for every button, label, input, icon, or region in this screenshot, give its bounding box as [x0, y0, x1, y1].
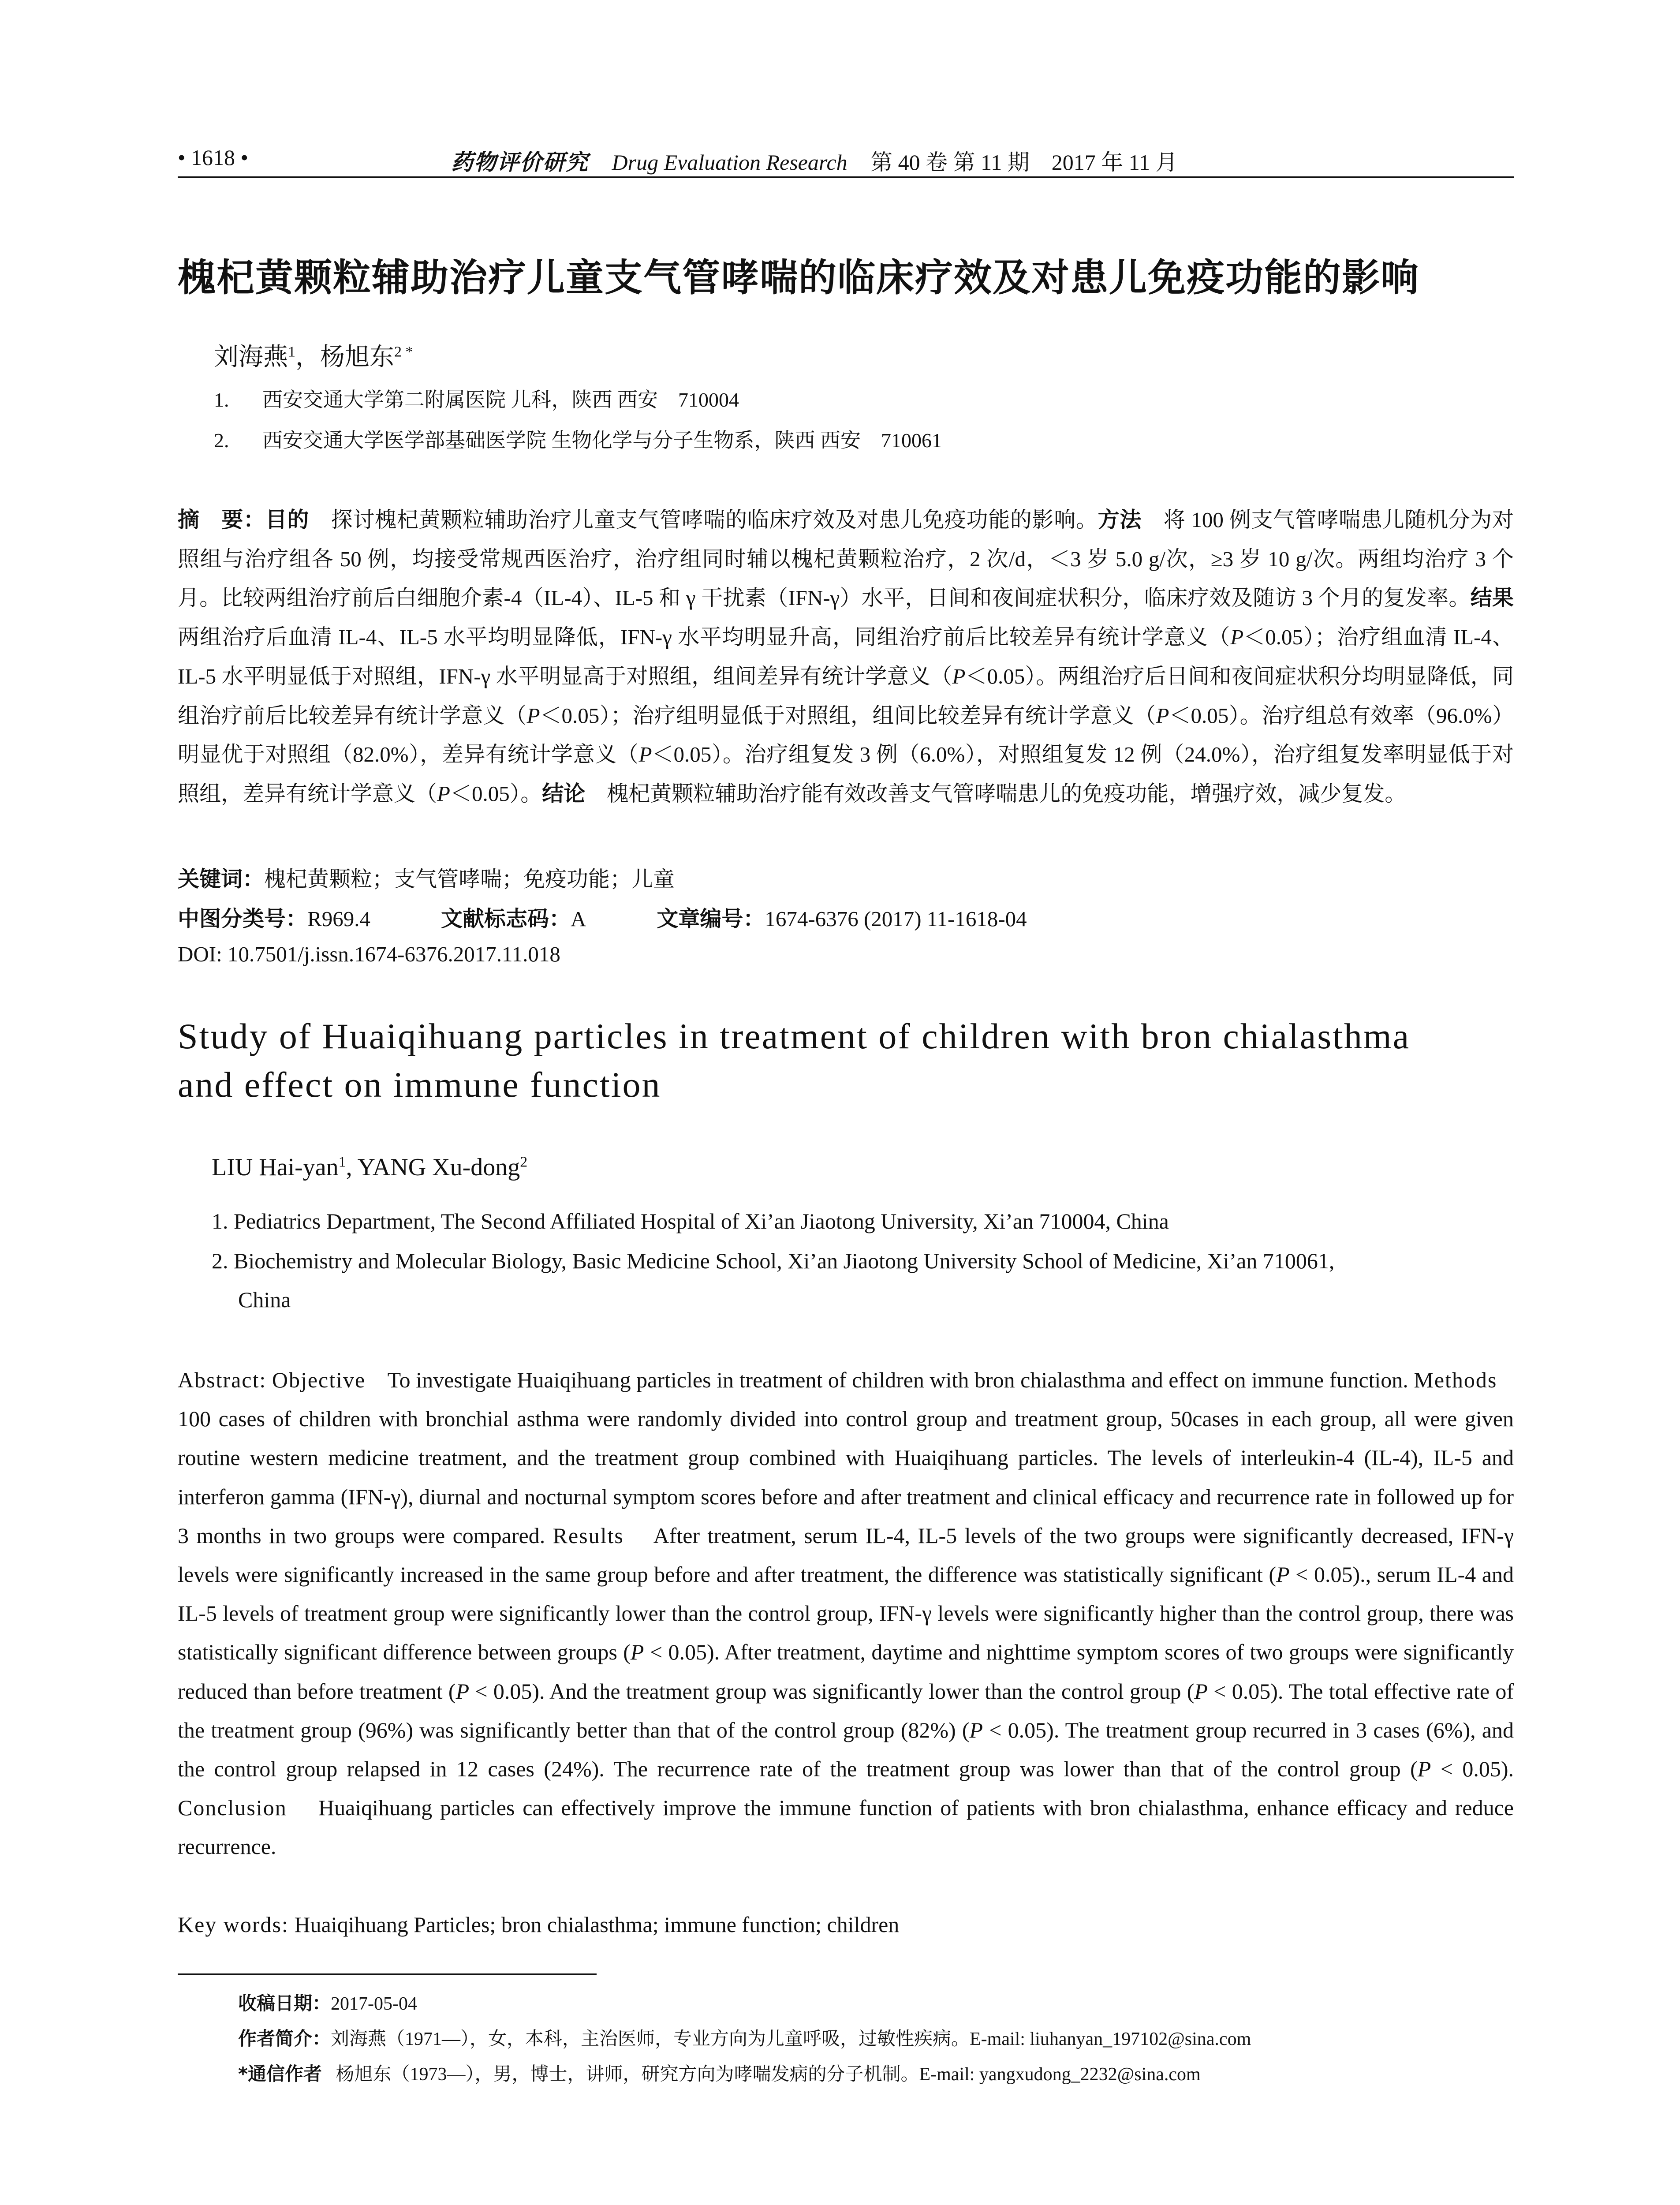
- p-symbol: P: [1276, 1562, 1290, 1587]
- methods-cn: 将 100 例支气管哮喘患儿随机分为对照组与治疗组各 50 例，均接受常规西医治疗，治疗组同时辅以槐杞黄颗粒治疗，2 次/d，＜3 岁 5.0 g/次，≥3 岁 10 g/次。两组均治疗 3 个月。比较两组治疗前后白细胞介素-4（IL-4）、IL-5 和 γ 干扰素（IFN-γ）水平，日间和夜间症状积分，临床疗效及随访 3 个月的复发率。: [178, 508, 1514, 610]
- affiliation-en-2-text: 2. Biochemistry and Molecular Biology, Basic Medicine School, Xi’an Jiaotong University School of Medicine, Xi’an 710061,: [212, 1248, 1335, 1273]
- p-symbol: P: [952, 664, 966, 688]
- keywords-en: [178, 1912, 899, 1937]
- author-sep-cn: ，: [295, 344, 320, 371]
- abstract-en-label: Abstract:: [178, 1368, 267, 1392]
- footnote-rule: [178, 1973, 597, 1975]
- methods-label-en: Methods: [1414, 1368, 1497, 1392]
- results-cn-2: ＜0.05）；治疗组血清 IL-4、IL-5 水平明显低于对照组，IFN-γ 水平明显高于对照组，组间差异有统计学意义（: [178, 625, 1514, 688]
- p-symbol: P: [1194, 1678, 1208, 1704]
- author-bio: 刘海燕（1971—），女，本科，主治医师，专业方向为儿童呼吸，过敏性疾病。E-mail: liuhanyan_197102@sina.com: [331, 2029, 1251, 2049]
- keywords-cn-label: 关键词：: [178, 867, 265, 892]
- p-symbol: P: [526, 703, 540, 728]
- affiliation-cn-2-num: 2.: [214, 429, 229, 452]
- journal-logo-cn: 药物评价研究: [451, 149, 589, 175]
- objective-cn: 探讨槐杞黄颗粒辅助治疗儿童支气管哮喘的临床疗效及对患儿免疫功能的影响。: [331, 508, 1098, 532]
- page-number: • 1618 •: [178, 145, 249, 170]
- p-symbol: P: [1156, 703, 1169, 728]
- article-number-label: 文章编号：: [657, 906, 765, 931]
- footnote-corresponding: [238, 2059, 1201, 2086]
- classification-line: [178, 902, 1027, 933]
- results-cn-5: ＜0.05）。治疗组总有效率（96.0%）明显优于对照组（82.0%），差异有统计学意义（: [178, 703, 1514, 767]
- author-bio-label: 作者简介：: [238, 2028, 331, 2049]
- results-cn-7: ＜0.05）。: [450, 781, 542, 806]
- results-cn-6: ＜0.05）。治疗组复发 3 例（6.0%），对照组复发 12 例（24.0%），治疗组复发率明显低于对照组，差异有统计学意义（: [178, 742, 1514, 806]
- authors-en: [212, 1153, 527, 1181]
- abstract-en: [178, 1360, 1514, 1866]
- affiliation-en-2: [212, 1241, 1517, 1319]
- author-1-cn: 刘海燕: [214, 344, 288, 371]
- keywords-cn-text: 槐杞黄颗粒；支气管哮喘；免疫功能；儿童: [264, 867, 675, 891]
- header-rule: [178, 176, 1514, 178]
- p-symbol: P: [437, 781, 450, 806]
- conclusion-en: Huaiqihuang particles can effectively improve the immune function of patients with bron chialasthma, enhance efficacy and reduce recurrence.: [178, 1795, 1514, 1859]
- clc-label: 中图分类号：: [178, 906, 308, 931]
- objective-label-cn: 目的: [265, 507, 310, 532]
- results-en-4: < 0.05). And the treatment group was significantly lower than the control group (: [469, 1678, 1195, 1704]
- abstract-cn: [178, 501, 1514, 814]
- affiliation-cn-1-num: 1.: [214, 389, 229, 411]
- results-en-3: < 0.05). After treatment, daytime and nighttime symptom scores of two groups were significantly reduced than before treatment (: [178, 1640, 1514, 1704]
- journal-info: [451, 145, 1177, 176]
- keywords-en-label: Key words:: [178, 1912, 289, 1937]
- abstract-cn-label: 摘 要：: [178, 507, 265, 532]
- author-2-cn: 杨旭东: [320, 344, 394, 371]
- doc-code-value: A: [570, 907, 586, 931]
- conclusion-label-en: Conclusion: [178, 1795, 287, 1820]
- objective-label-en: Objective: [272, 1368, 366, 1392]
- p-symbol: P: [969, 1717, 983, 1742]
- p-symbol: P: [630, 1640, 644, 1665]
- keywords-cn: [178, 862, 675, 893]
- corresponding-bio: 杨旭东（1973—），男，博士，讲师，研究方向为哮喘发病的分子机制。E-mail: yangxudong_2232@sina.com: [336, 2064, 1201, 2085]
- title-cn: 槐杞黄颗粒辅助治疗儿童支气管哮喘的临床疗效及对患儿免疫功能的影响: [178, 256, 1419, 300]
- title-en: [178, 1012, 1523, 1109]
- author-1-en: LIU Hai-yan: [212, 1154, 339, 1181]
- affiliation-en-1-text: 1. Pediatrics Department, The Second Affiliated Hospital of Xi’an Jiaotong University, Xi’an 710004, China: [212, 1209, 1169, 1233]
- results-label-cn: 结果: [1470, 585, 1514, 611]
- author-sep-en: ,: [346, 1154, 358, 1181]
- results-en-1: After treatment, serum IL-4, IL-5 levels of the two groups were significantly decreased, IFN-γ levels were significantly increased in the same group before and after treatment, the difference was statistically significant (: [178, 1523, 1514, 1587]
- title-en-line-2: and effect on immune function: [178, 1065, 661, 1105]
- received-label: 收稿日期：: [238, 1992, 331, 2014]
- objective-en: To investigate Huaiqihuang particles in treatment of children with bron chialasthma and effect on immune function.: [387, 1368, 1408, 1392]
- results-en-5: < 0.05). The total effective rate of the treatment group (96%) was significantly better than that of the control group (82%) (: [178, 1678, 1514, 1742]
- footnote-author: [238, 2024, 1251, 2051]
- footnote-received: [238, 1989, 417, 2015]
- clc-value: R969.4: [307, 907, 370, 931]
- conclusion-cn: 槐杞黄颗粒辅助治疗能有效改善支气管哮喘患儿的免疫功能，增强疗效，减少复发。: [607, 781, 1407, 806]
- running-header: [178, 140, 1514, 176]
- title-en-line-1: Study of Huaiqihuang particles in treatment of children with bron chialasthma: [178, 1016, 1411, 1056]
- authors-cn: [214, 337, 413, 373]
- author-2-cn-sup: 2 *: [394, 344, 413, 360]
- received-date: 2017-05-04: [331, 1994, 417, 2014]
- p-symbol: P: [1417, 1757, 1431, 1782]
- affiliation-cn-1-text: 西安交通大学第二附属医院 儿科，陕西 西安 710004: [262, 389, 739, 411]
- volume-issue: 第 40 卷 第 11 期 2017 年 11 月: [870, 150, 1178, 175]
- article-number-value: 1674-6376 (2017) 11-1618-04: [765, 907, 1027, 931]
- author-1-cn-sup: 1: [288, 344, 295, 360]
- results-en-2: < 0.05)., serum IL-4 and IL-5 levels of treatment group were significantly lower than the control group, IFN-γ levels were significantly higher than the control group, there was statistically significant difference between groups (: [178, 1562, 1514, 1665]
- results-cn-4: ＜0.05）；治疗组明显低于对照组，组间比较差异有统计学意义（: [540, 703, 1156, 728]
- results-cn-3: ＜0.05）。两组治疗后日间和夜间症状积分均明显降低，同组治疗前后比较差异有统计学意义（: [178, 664, 1514, 728]
- p-symbol: P: [455, 1678, 470, 1704]
- doc-code-label: 文献标志码：: [441, 906, 571, 931]
- results-en-7: < 0.05).: [1431, 1757, 1514, 1782]
- affiliation-cn-2-text: 西安交通大学医学部基础医学院 生物化学与分子生物系，陕西 西安 710061: [262, 429, 942, 452]
- author-2-en: YANG Xu-dong: [357, 1154, 520, 1181]
- affiliation-cn-2: [214, 424, 942, 453]
- journal-name-en: Drug Evaluation Research: [612, 150, 847, 175]
- conclusion-label-cn: 结论: [542, 781, 586, 806]
- affiliation-en-1: [212, 1202, 1517, 1241]
- affiliation-en-2-country: China: [238, 1287, 291, 1312]
- p-symbol: P: [638, 742, 652, 767]
- results-en-6: < 0.05). The treatment group recurred in 3 cases (6%), and the control group relapsed in 12 cases (24%). The recurrence rate of the treatment group was lower than that of the control group (: [178, 1717, 1514, 1782]
- affiliation-cn-1: [214, 384, 739, 413]
- corresponding-label: *通信作者: [238, 2063, 322, 2085]
- author-2-en-sup: 2: [520, 1154, 528, 1170]
- results-label-en: Results: [553, 1523, 624, 1548]
- keywords-en-text: Huaiqihuang Particles; bron chialasthma; immune function; children: [294, 1912, 900, 1937]
- author-1-en-sup: 1: [338, 1154, 346, 1170]
- methods-en: 100 cases of children with bronchial asthma were randomly divided into control group and treatment group, 50cases in each group, all were given routine western medicine treatment, and the treatment group combined with Huaiqihuang particles. The levels of interleukin-4 (IL-4), IL-5 and interferon gamma (IFN-γ), diurnal and nocturnal symptom scores before and after treatment and clinical efficacy and recurrence rate in followed up for 3 months in two groups were compared.: [178, 1406, 1514, 1548]
- p-symbol: P: [1230, 625, 1244, 650]
- methods-label-cn: 方法: [1098, 507, 1142, 532]
- doi: DOI: 10.7501/j.issn.1674-6376.2017.11.018: [178, 942, 560, 966]
- results-cn-1: 两组治疗后血清 IL-4、IL-5 水平均明显降低，IFN-γ 水平均明显升高，同组治疗前后比较差异有统计学意义（: [178, 625, 1231, 650]
